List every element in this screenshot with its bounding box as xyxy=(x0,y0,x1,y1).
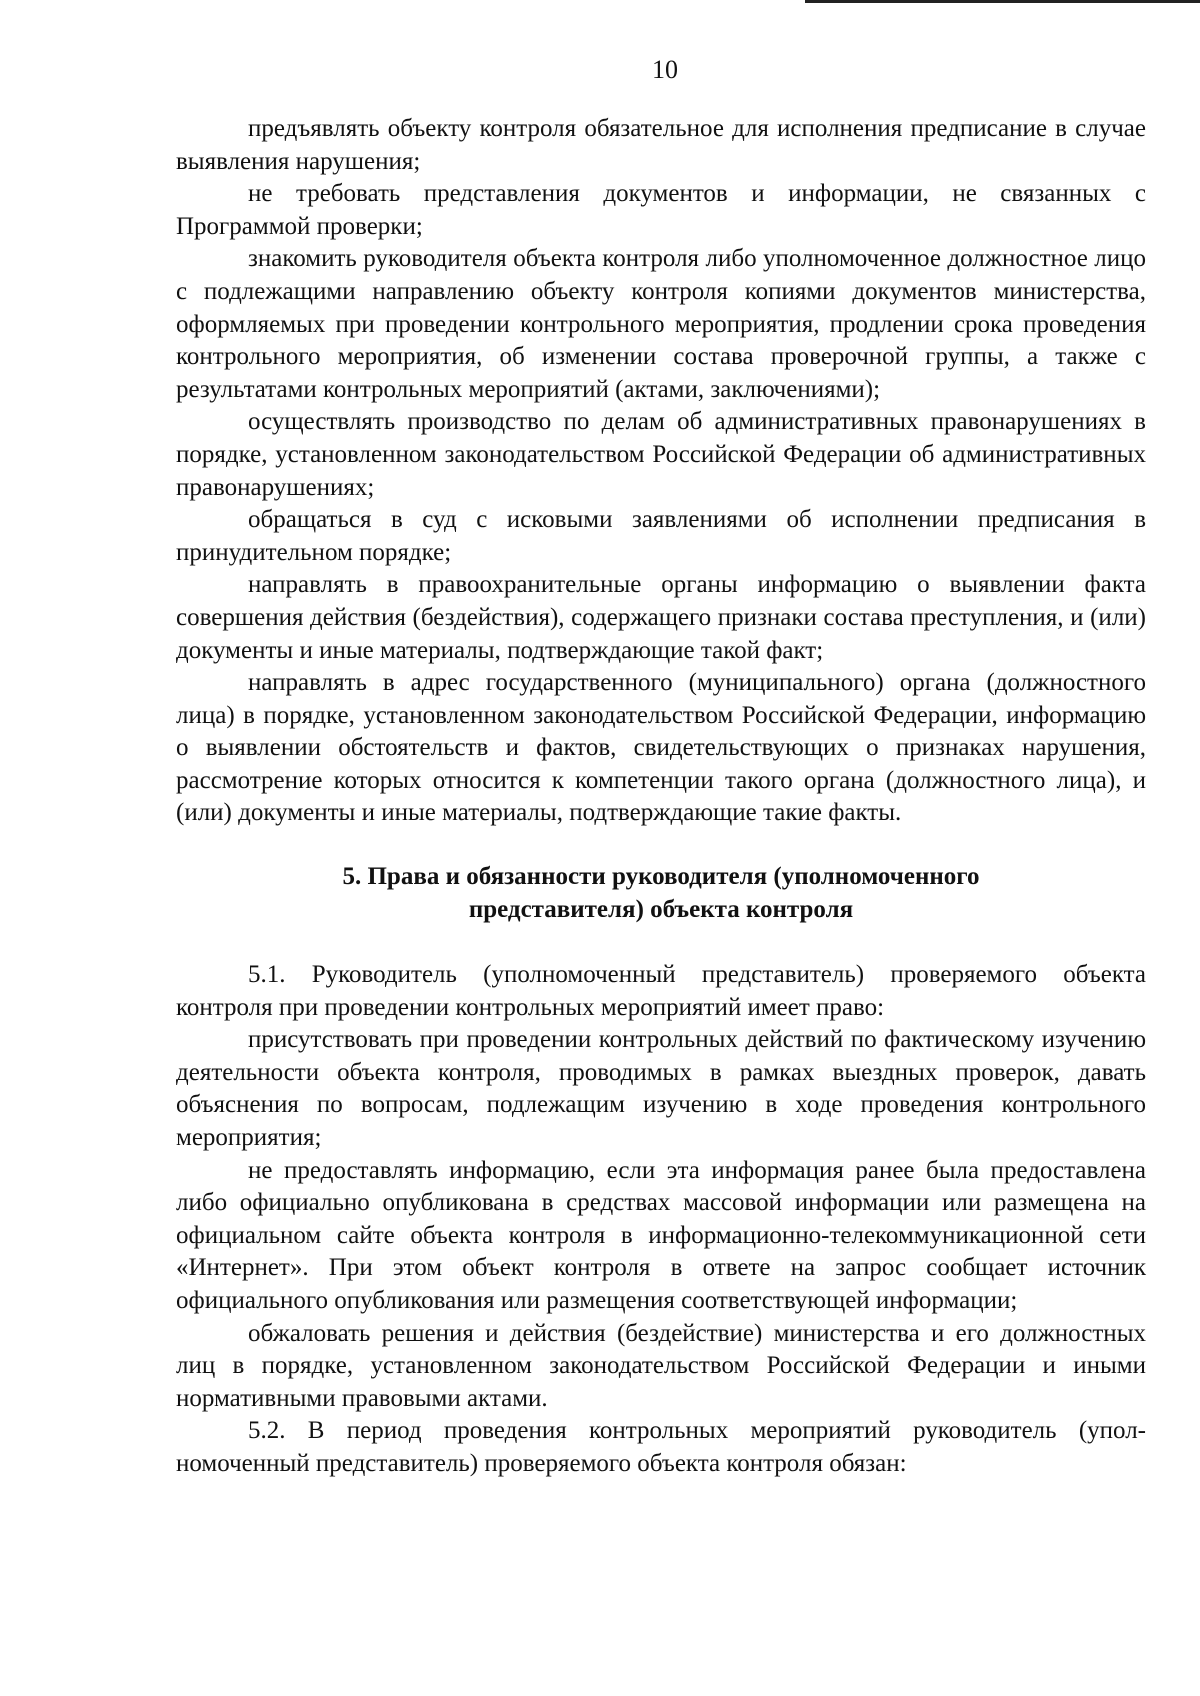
paragraph-state-body-notice: направлять в адрес государственного (муниципального) органа (должностного лица) в порядке, установленном законодательством Российской Федерации, информацию о выявлении обстоятельств и фактов, свидетельствующих о признаках нарушения, рассмотрение которых относится к компетенции такого органа (должностного лица), и (или) документы и иные материалы, подтверждающие такие факты. xyxy=(176,669,1146,827)
paragraph-attend-actions: присутствовать при проведении контрольных действий по фактическому изучению деятельности объекта контроля, проводимых в рамках выездных проверок, давать объяснения по вопросам, подлежащим изучению в ходе проведения контрольного мероприятия; xyxy=(176,1026,1146,1152)
document-body xyxy=(176,113,1146,1481)
paragraph-acquaint-head: знакомить руководителя объекта контроля либо уполномоченное должностное лицо с подлежащими направлению объекту контроля копиями документов министерства, оформляемых при проведении контрольного мероприятия, продлении срока проведения контрольного мероприятия, об изменении состава проверочной группы, а также с результатами контрольных мероприятий (актами, заключениями); xyxy=(176,245,1146,403)
paragraph-appeal-decisions: обжаловать решения и действия (бездействие) министерства и его должностных лиц в порядке, установленном законодательством Российской Федерации и иными нормативными правовыми актами. xyxy=(176,1319,1146,1412)
paragraph-administrative-proceedings: осуществлять производство по делам об административных правонарушениях в порядке, установленном законодательством Российской Федерации об административных правонарушениях; xyxy=(176,408,1146,501)
paragraph-law-enforcement: направлять в правоохранительные органы информацию о выявлении факта совершения действия (бездействия), содержащего признаки состава преступления, и (или) документы и иные материалы, подтверждающие такой факт; xyxy=(176,571,1146,664)
paragraph-court-claims: обращаться в суд с исковыми заявлениями об исполнении предписания в принудительном порядке; xyxy=(176,506,1146,566)
paragraph-no-extra-documents: не требовать представления документов и информации, не связанных с Программой проверки; xyxy=(176,180,1146,240)
top-edge-rule xyxy=(805,0,1200,3)
section-heading-line-2: представителя) объекта контроля xyxy=(468,896,854,924)
section-heading-line-1: 5. Права и обязанности руководителя (уполномоченного xyxy=(342,863,980,891)
section-heading xyxy=(176,830,1146,959)
paragraph-withhold-information: не предоставлять информацию, если эта информация ранее была предоставлена либо официально опубликована в средствах массовой информации или размещена на официальном сайте объекта контроля в информационно-телекоммуникационной сети «Интернет». При этом объект контроля в ответе на запрос сообщает источник официального опубликования или размещения соответствующей информации; xyxy=(176,1156,1146,1314)
paragraph-5-1: 5.1. Руководитель (уполномоченный представитель) проверяемого объекта контроля при проведении контрольных мероприятий имеет право: xyxy=(176,961,1146,1021)
paragraph-issue-order: предъявлять объекту контроля обязательное для исполнения предписание в случае выявления нарушения; xyxy=(176,115,1146,175)
paragraph-5-2: 5.2. В период проведения контрольных мероприятий руководитель (уполномоченный представитель) проверяемого объекта контроля обязан: xyxy=(176,1417,1146,1477)
page-number: 10 xyxy=(652,55,678,84)
